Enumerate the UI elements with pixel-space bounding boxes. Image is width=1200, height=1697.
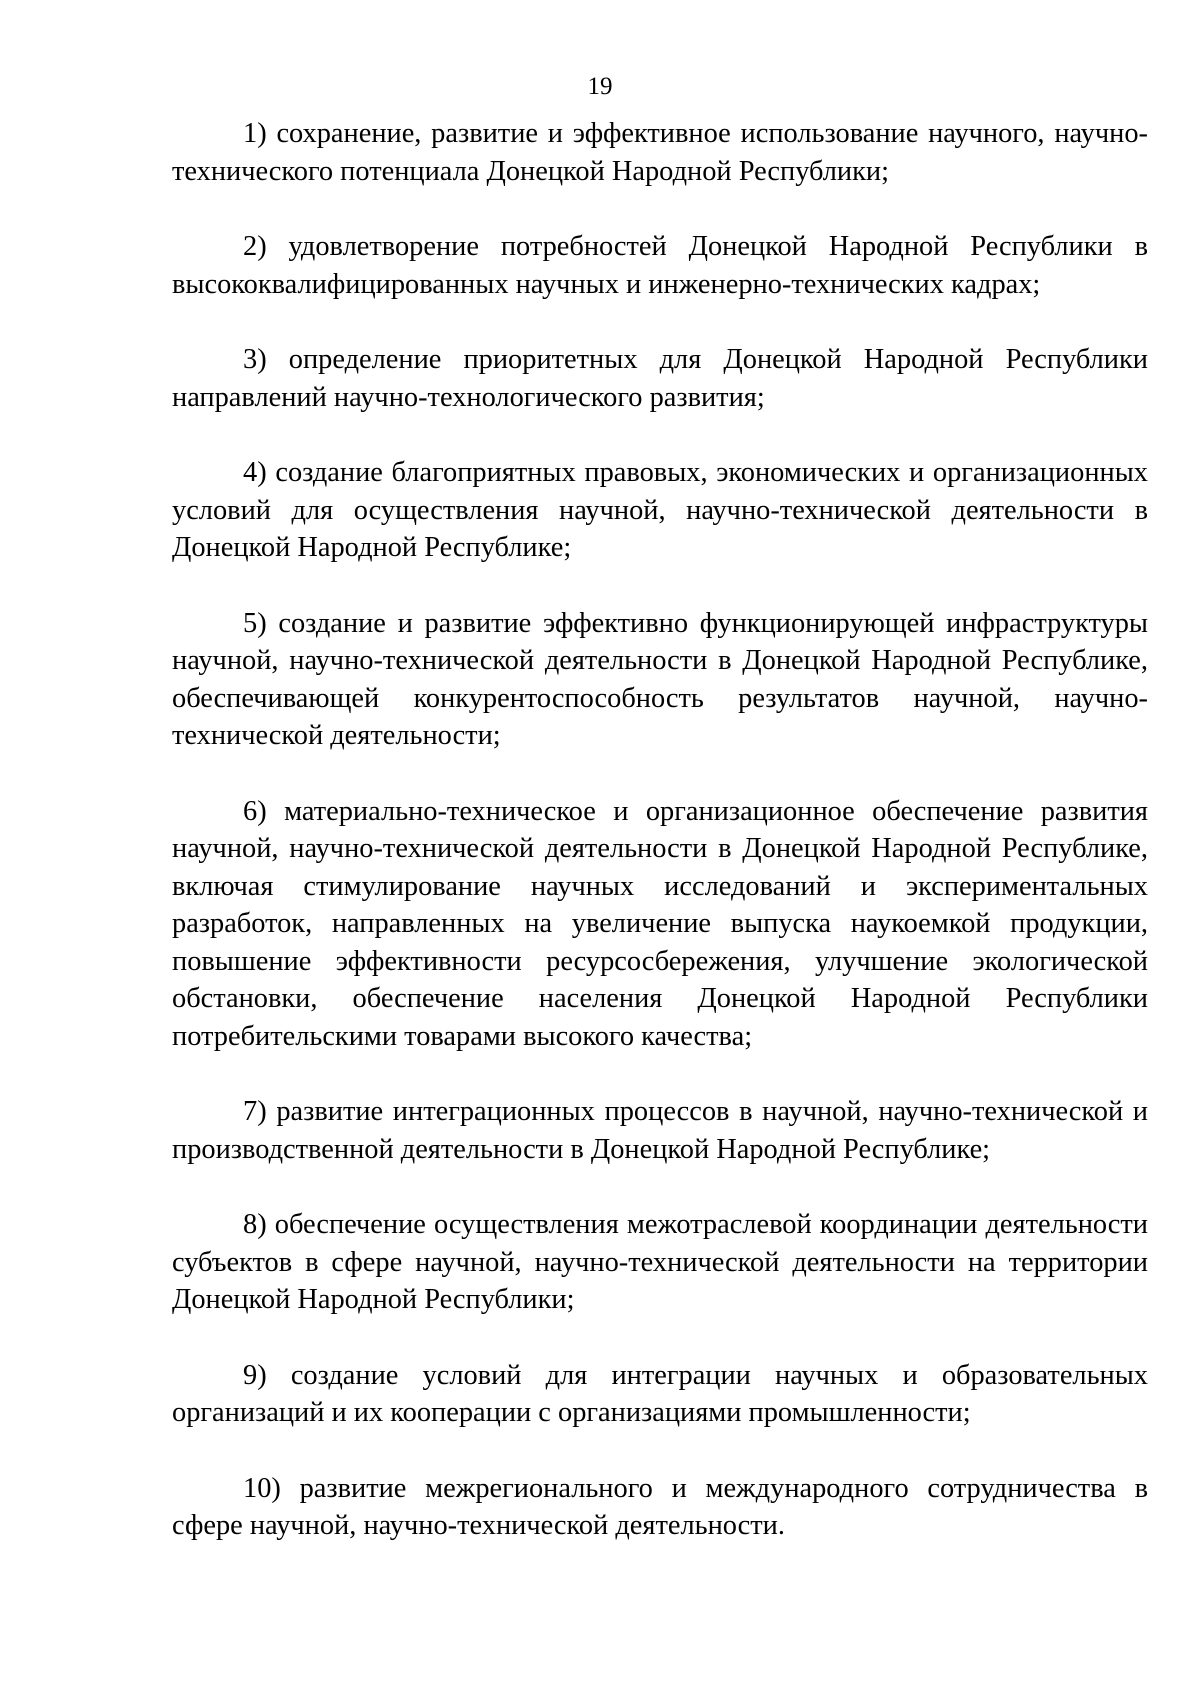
item-text: обеспечение осуществления межотраслевой координации деятельности субъектов в сфере научной, научно-технической деятельности на территории Донецкой Народной Республики;	[172, 1209, 1148, 1315]
item-text: удовлетворение потребностей Донецкой Народной Республики в высококвалифицированных научных и инженерно-технических кадрах;	[172, 231, 1148, 300]
list-item	[172, 228, 1148, 303]
item-number: 1)	[243, 118, 267, 149]
item-number: 9)	[243, 1359, 267, 1391]
list-item	[172, 1093, 1148, 1168]
item-number: 10)	[243, 1472, 281, 1504]
item-text: сохранение, развитие и эффективное использование научного, научно-технического потенциала Донецкой Народной Республики;	[172, 118, 1148, 187]
list-item	[172, 793, 1148, 1056]
item-number: 7)	[243, 1096, 267, 1127]
item-number: 6)	[243, 795, 267, 827]
document-body	[172, 115, 1148, 1583]
item-text: материально-техническое и организационное обеспечение развития научной, научно-технической деятельности в Донецкой Народной Республике, включая стимулирование научных исследований и экспериментальных разработок, направленных на увеличение выпуска наукоемкой продукции, повышение эффективности ресурсосбережения, улучшение экологической обстановки, обеспечение населения Донецкой Народной Республики потребительскими товарами высокого качества;	[172, 795, 1148, 1052]
list-item	[172, 454, 1148, 567]
list-item	[172, 605, 1148, 755]
list-item	[172, 1206, 1148, 1319]
list-item	[172, 1357, 1148, 1432]
item-number: 4)	[243, 457, 267, 488]
item-number: 5)	[243, 607, 267, 639]
page-number: 19	[587, 73, 613, 100]
item-number: 8)	[243, 1209, 267, 1240]
item-text: развитие межрегионального и международного сотрудничества в сфере научной, научно-технической деятельности.	[172, 1472, 1148, 1541]
item-number: 3)	[243, 344, 267, 375]
item-text: создание условий для интеграции научных и образовательных организаций и их кооперации с организациями промышленности;	[172, 1359, 1148, 1428]
item-text: создание благоприятных правовых, экономических и организационных условий для осуществления научной, научно-технической деятельности в Донецкой Народной Республике;	[172, 457, 1148, 563]
item-text: развитие интеграционных процессов в научной, научно-технической и производственной деятельности в Донецкой Народной Республике;	[172, 1096, 1148, 1165]
list-item	[172, 115, 1148, 190]
list-item	[172, 341, 1148, 416]
item-text: определение приоритетных для Донецкой Народной Республики направлений научно-технологического развития;	[172, 344, 1148, 413]
item-number: 2)	[243, 231, 267, 262]
item-text: создание и развитие эффективно функционирующей инфраструктуры научной, научно-технической деятельности в Донецкой Народной Республике, обеспечивающей конкурентоспособность результатов научной, научно-технической деятельности;	[172, 607, 1148, 751]
list-item	[172, 1470, 1148, 1545]
